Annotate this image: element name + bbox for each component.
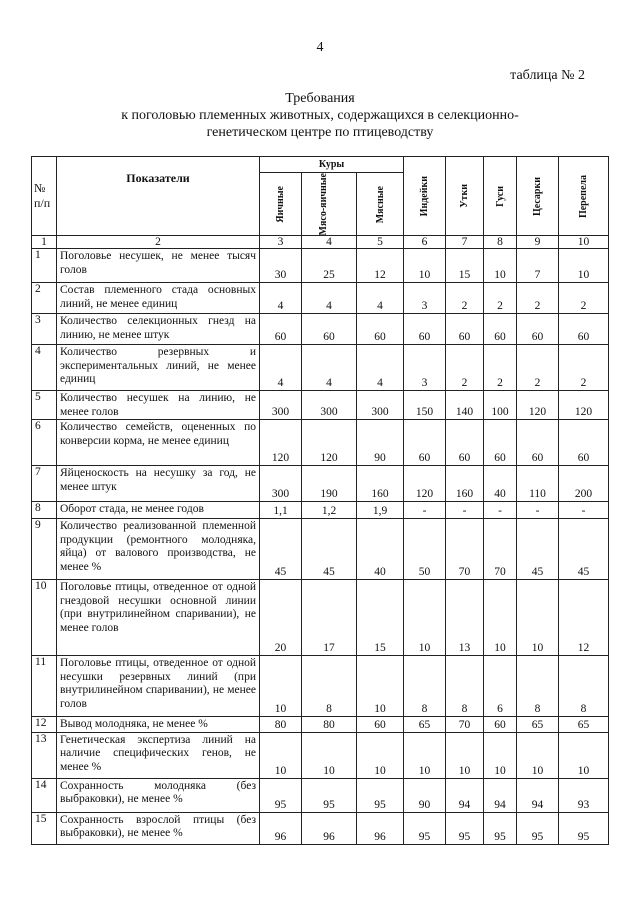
row-number: 2	[32, 283, 57, 314]
row-indicator: Поголовье птицы, отведенное от одной несушки резервных линий (при внутрилинейном спаривании), не менее голов	[57, 656, 260, 717]
row-value: 60	[559, 420, 609, 466]
row-value: 160	[357, 466, 404, 502]
row-indicator: Сохранность молодняка (без выбраковки), не менее %	[57, 778, 260, 812]
row-value: 60	[404, 314, 446, 345]
title-line: к поголовью племенных животных, содержащихся в селекционно-	[121, 108, 519, 123]
row-value: 300	[260, 466, 302, 502]
row-number: 13	[32, 732, 57, 778]
row-value: 96	[357, 812, 404, 844]
row-value: 3	[404, 345, 446, 391]
header-col	[404, 157, 446, 236]
column-number: 4	[302, 236, 357, 249]
row-value: 10	[446, 732, 484, 778]
row-value: 1,1	[260, 502, 302, 519]
row-value: 8	[446, 656, 484, 717]
table-row	[32, 249, 609, 283]
row-value: 10	[404, 580, 446, 656]
row-value: 8	[559, 656, 609, 717]
table-row	[32, 656, 609, 717]
row-value: 2	[559, 345, 609, 391]
header-indicator: Показатели	[57, 157, 260, 236]
row-indicator: Оборот стада, не менее годов	[57, 502, 260, 519]
row-value: 10	[357, 732, 404, 778]
header-col-text: Утки	[459, 184, 470, 209]
row-value: 95	[484, 812, 517, 844]
row-value: -	[517, 502, 559, 519]
row-number: 11	[32, 656, 57, 717]
row-value: 60	[484, 717, 517, 733]
column-number: 6	[404, 236, 446, 249]
row-value: 10	[302, 732, 357, 778]
row-value: 4	[302, 283, 357, 314]
row-value: 96	[302, 812, 357, 844]
column-number: 9	[517, 236, 559, 249]
row-value: 40	[357, 519, 404, 580]
header-col	[302, 173, 357, 236]
row-value: 2	[484, 283, 517, 314]
row-number: 14	[32, 778, 57, 812]
row-value: 70	[446, 519, 484, 580]
row-indicator: Количество реализованной племенной продукции (ремонтного молодняка, яйца) от валового производства, не менее %	[57, 519, 260, 580]
row-value: 65	[404, 717, 446, 733]
title-line: генетическом центре по птицеводству	[206, 125, 434, 140]
row-value: 45	[559, 519, 609, 580]
row-value: 95	[260, 778, 302, 812]
row-value: 8	[302, 656, 357, 717]
row-value: 2	[484, 345, 517, 391]
row-value: 45	[302, 519, 357, 580]
row-value: 2	[446, 283, 484, 314]
table-label: таблица № 2	[510, 68, 585, 83]
row-value: 10	[404, 249, 446, 283]
column-number: 3	[260, 236, 302, 249]
row-value: 10	[484, 580, 517, 656]
row-value: 80	[302, 717, 357, 733]
row-value: 4	[357, 283, 404, 314]
row-indicator: Количество семейств, оцененных по конверсии корма, не менее единиц	[57, 420, 260, 466]
row-indicator: Сохранность взрослой птицы (без выбраковки), не менее %	[57, 812, 260, 844]
row-value: 40	[484, 466, 517, 502]
row-value: 4	[260, 283, 302, 314]
row-value: 120	[559, 391, 609, 420]
row-value: 10	[260, 656, 302, 717]
row-value: 10	[484, 732, 517, 778]
row-value: -	[404, 502, 446, 519]
row-value: 90	[357, 420, 404, 466]
row-value: 10	[559, 249, 609, 283]
row-value: 60	[357, 717, 404, 733]
header-col-text: Мясные	[374, 185, 386, 223]
column-number: 7	[446, 236, 484, 249]
row-value: 60	[446, 420, 484, 466]
row-value: 1,2	[302, 502, 357, 519]
row-value: 300	[302, 391, 357, 420]
row-value: 60	[302, 314, 357, 345]
table-row	[32, 345, 609, 391]
row-indicator: Поголовье птицы, отведенное от одной гнездовой несушки основной линии (при внутрилинейном спаривании), не менее голов	[57, 580, 260, 656]
row-value: 300	[357, 391, 404, 420]
row-value: 15	[446, 249, 484, 283]
header-col-text: Яичные	[275, 185, 286, 223]
row-number: 15	[32, 812, 57, 844]
row-value: 8	[404, 656, 446, 717]
row-value: 4	[357, 345, 404, 391]
row-value: 100	[484, 391, 517, 420]
header-group-kury: Куры	[260, 157, 404, 173]
column-number: 10	[559, 236, 609, 249]
row-value: 2	[517, 345, 559, 391]
column-number: 8	[484, 236, 517, 249]
row-value: 60	[357, 314, 404, 345]
row-value: 96	[260, 812, 302, 844]
row-number: 5	[32, 391, 57, 420]
row-value: 7	[517, 249, 559, 283]
table-row	[32, 420, 609, 466]
row-value: 120	[260, 420, 302, 466]
row-value: 190	[302, 466, 357, 502]
header-col-text: Мясо-яичные	[318, 173, 329, 236]
header-col-text: Перепела	[578, 174, 589, 218]
row-number: 3	[32, 314, 57, 345]
row-value: 95	[446, 812, 484, 844]
column-number-row	[32, 236, 609, 249]
row-value: 95	[302, 778, 357, 812]
row-value: 60	[517, 314, 559, 345]
row-number: 10	[32, 580, 57, 656]
table-row	[32, 314, 609, 345]
row-value: 1,9	[357, 502, 404, 519]
row-value: 150	[404, 391, 446, 420]
row-value: 95	[357, 778, 404, 812]
row-value: 10	[357, 656, 404, 717]
table-row	[32, 812, 609, 844]
row-value: 10	[484, 249, 517, 283]
row-value: 70	[484, 519, 517, 580]
row-indicator: Количество селекционных гнезд на линию, не менее штук	[57, 314, 260, 345]
row-indicator: Количество резервных и экспериментальных линий, не менее единиц	[57, 345, 260, 391]
row-value: 90	[404, 778, 446, 812]
row-value: 20	[260, 580, 302, 656]
row-value: 2	[446, 345, 484, 391]
row-value: 95	[517, 812, 559, 844]
header-col	[357, 173, 404, 236]
column-number: 2	[57, 236, 260, 249]
row-value: 60	[260, 314, 302, 345]
table-row	[32, 502, 609, 519]
row-value: 300	[260, 391, 302, 420]
requirements-table	[31, 156, 609, 845]
header-col	[484, 157, 517, 236]
row-value: 140	[446, 391, 484, 420]
row-value: 3	[404, 283, 446, 314]
row-indicator: Состав племенного стада основных линий, не менее единиц	[57, 283, 260, 314]
row-value: 13	[446, 580, 484, 656]
row-value: 10	[517, 732, 559, 778]
row-number: 12	[32, 717, 57, 733]
row-value: 2	[517, 283, 559, 314]
row-value: 60	[446, 314, 484, 345]
row-value: -	[484, 502, 517, 519]
row-value: 65	[517, 717, 559, 733]
row-number: 7	[32, 466, 57, 502]
table-row	[32, 580, 609, 656]
row-value: 8	[517, 656, 559, 717]
row-value: 10	[559, 732, 609, 778]
row-indicator: Генетическая экспертиза линий на наличие специфических генов, не менее %	[57, 732, 260, 778]
header-col-text: Гуси	[494, 185, 506, 207]
row-number: 8	[32, 502, 57, 519]
row-number: 4	[32, 345, 57, 391]
row-value: 60	[404, 420, 446, 466]
row-value: 60	[559, 314, 609, 345]
row-value: 45	[517, 519, 559, 580]
title-line: Требования	[285, 91, 355, 106]
row-value: 10	[517, 580, 559, 656]
table-row	[32, 466, 609, 502]
row-value: 60	[484, 420, 517, 466]
row-indicator: Количество несушек на линию, не менее голов	[57, 391, 260, 420]
header-col	[260, 173, 302, 236]
page-number: 4	[316, 40, 324, 55]
row-value: 95	[559, 812, 609, 844]
row-value: 30	[260, 249, 302, 283]
row-value: 60	[484, 314, 517, 345]
row-value: 120	[404, 466, 446, 502]
row-value: 45	[260, 519, 302, 580]
row-value: -	[446, 502, 484, 519]
row-number: 6	[32, 420, 57, 466]
row-value: 95	[404, 812, 446, 844]
row-indicator: Вывод молодняка, не менее %	[57, 717, 260, 733]
row-value: 200	[559, 466, 609, 502]
header-number: № п/п	[32, 157, 57, 236]
row-value: 4	[260, 345, 302, 391]
column-number: 5	[357, 236, 404, 249]
row-indicator: Яйценоскость на несушку за год, не менее штук	[57, 466, 260, 502]
row-value: 65	[559, 717, 609, 733]
row-value: 10	[404, 732, 446, 778]
row-value: 10	[260, 732, 302, 778]
row-value: 80	[260, 717, 302, 733]
row-value: 93	[559, 778, 609, 812]
row-indicator: Поголовье несушек, не менее тысяч голов	[57, 249, 260, 283]
row-value: -	[559, 502, 609, 519]
row-value: 2	[559, 283, 609, 314]
table-row	[32, 283, 609, 314]
table-row	[32, 391, 609, 420]
row-value: 70	[446, 717, 484, 733]
row-value: 120	[517, 391, 559, 420]
document-title	[0, 90, 640, 141]
row-value: 4	[302, 345, 357, 391]
row-value: 94	[517, 778, 559, 812]
table-row	[32, 778, 609, 812]
header-col	[446, 157, 484, 236]
header-col-text: Индейки	[419, 176, 430, 217]
row-value: 25	[302, 249, 357, 283]
row-value: 160	[446, 466, 484, 502]
row-value: 110	[517, 466, 559, 502]
row-number: 1	[32, 249, 57, 283]
table-row	[32, 717, 609, 733]
row-value: 17	[302, 580, 357, 656]
row-value: 50	[404, 519, 446, 580]
row-value: 6	[484, 656, 517, 717]
table-row	[32, 519, 609, 580]
row-value: 94	[484, 778, 517, 812]
row-value: 60	[517, 420, 559, 466]
column-number: 1	[32, 236, 57, 249]
row-value: 94	[446, 778, 484, 812]
header-col	[517, 157, 559, 236]
header-col-text: Цесарки	[532, 176, 543, 216]
row-number: 9	[32, 519, 57, 580]
header-col	[559, 157, 609, 236]
row-value: 15	[357, 580, 404, 656]
row-value: 12	[357, 249, 404, 283]
row-value: 120	[302, 420, 357, 466]
table-row	[32, 732, 609, 778]
row-value: 12	[559, 580, 609, 656]
